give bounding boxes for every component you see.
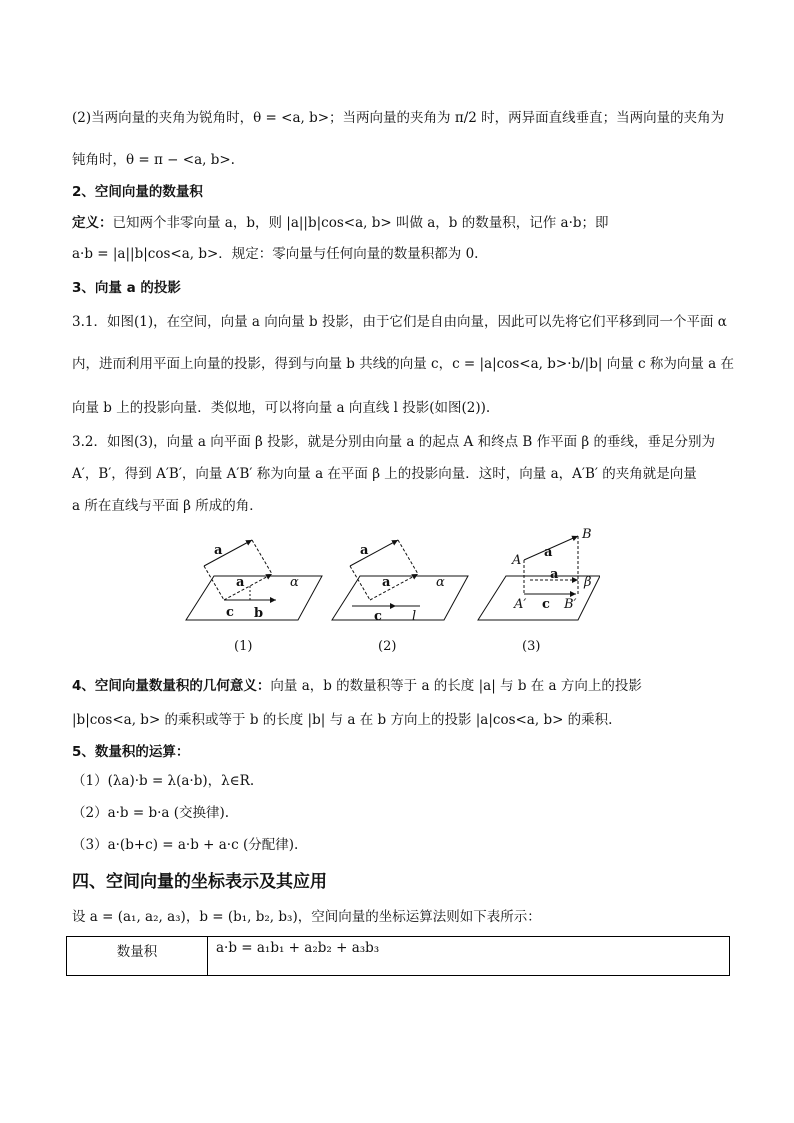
caption-fig1: (1) (234, 639, 253, 654)
geometric-meaning-label: 4、空间向量数量积的几何意义： (72, 678, 271, 694)
operation-3: （3）a·(b+c) = a·b + a·c (分配律). (72, 837, 299, 853)
text-line-angle-2: 钝角时，θ = π − <a, b>. (72, 152, 235, 168)
label-a2-fig3: a (550, 567, 559, 582)
definition-line-1 (72, 211, 734, 231)
vector-a-plane-fig1 (224, 574, 272, 600)
definition-line-2: a·b = |a||b|cos<a, b>．规定：零向量与任何向量的数量积都为 0. (72, 246, 479, 262)
section-heading-coordinates: 四、空间向量的坐标表示及其应用 (72, 872, 327, 892)
heading-projection: 3、向量 a 的投影 (72, 280, 181, 296)
projection-figures (180, 528, 600, 660)
para-3-2-line-2: A′，B′，得到 A′B′，向量 A′B′ 称为向量 a 在平面 β 上的投影向量．这时，向量 a，A′B′ 的夹角就是向量 (72, 466, 697, 482)
label-alpha-fig1: α (290, 575, 299, 590)
geometric-meaning-text-1: 向量 a，b 的数量积等于 a 的长度 |a| 与 b 在 a 方向上的投影 (270, 678, 642, 694)
para-3-2-line-3: a 所在直线与平面 β 所成的角． (72, 498, 263, 514)
operation-2: （2）a·b = b·a (交换律). (72, 805, 230, 821)
plane-alpha-fig2 (332, 576, 468, 620)
coordinate-intro: 设 a = (a₁, a₂, a₃)，b = (b₁, b₂, b₃)，空间向量的坐标运算法则如下表所示： (72, 909, 541, 925)
para-3-1-line-2: 内，进而利用平面上向量的投影，得到与向量 b 共线的向量 c，c = |a|cos<a, b>·b/|b| 向量 c 称为向量 a 在 (72, 356, 734, 372)
vector-a-plane-fig2 (370, 574, 418, 600)
geometric-meaning-line-2: |b|cos<a, b> 的乘积或等于 b 的长度 |b| 与 a 在 b 方向上的投影 |a|cos<a, b> 的乘积. (72, 712, 613, 728)
label-B1-fig3: B′ (564, 597, 577, 612)
operation-1: （1）(λa)·b = λ(a·b)，λ∈R. (72, 773, 255, 789)
definition-text-1: 已知两个非零向量 a，b，则 |a||b|cos<a, b> 叫做 a，b 的数量积，记作 a·b；即 (112, 215, 609, 231)
plane-beta-fig3 (478, 576, 600, 620)
para-3-2-line-1: 3.2．如图(3)，向量 a 向平面 β 投影，就是分别由向量 a 的起点 A 和终点 B 作平面 β 的垂线，垂足分别为 (72, 434, 715, 450)
table-cell-name: 数量积 (67, 937, 208, 976)
table-row (67, 937, 730, 976)
label-beta-fig3: β (584, 575, 592, 590)
label-alpha-fig2: α (436, 575, 445, 590)
label-b-fig1: b (254, 606, 264, 621)
label-c-fig3: c (542, 597, 550, 612)
para-3-1-line-3: 向量 b 上的投影向量．类似地，可以将向量 a 向直线 l 投影(如图(2)). (72, 400, 491, 416)
label-a-fig3: a (544, 545, 553, 560)
geometric-meaning-line-1 (72, 674, 734, 694)
label-a2-fig2: a (382, 575, 391, 590)
caption-fig3: (3) (522, 639, 541, 654)
text-line-angle-1: (2)当两向量的夹角为锐角时，θ = <a, b>；当两向量的夹角为 π/2 时，两异面直线垂直；当两向量的夹角为 (72, 110, 725, 126)
caption-fig2: (2) (378, 639, 397, 654)
table-cell-formula: a·b = a₁b₁ + a₂b₂ + a₃b₃ (208, 937, 730, 976)
label-l-fig2: l (412, 609, 417, 624)
label-B-fig3: B (582, 528, 592, 542)
label-c-fig1: c (226, 605, 234, 620)
vector-a-top-fig1 (204, 540, 252, 566)
definition-label: 定义： (72, 215, 113, 231)
coordinate-rules-table (66, 936, 730, 976)
label-a-fig1: a (214, 543, 223, 558)
label-a2-fig1: a (236, 575, 245, 590)
vector-a-top-fig2 (350, 540, 398, 566)
label-A-fig3: A (512, 553, 522, 568)
label-a-fig2: a (360, 543, 369, 558)
heading-operations: 5、数量积的运算： (72, 744, 190, 760)
label-c-fig2: c (374, 609, 382, 624)
para-3-1-line-1: 3.1．如图(1)，在空间，向量 a 向向量 b 投影，由于它们是自由向量，因此可以先将它们平移到同一个平面 α (72, 314, 727, 330)
label-A1-fig3: A′ (514, 597, 527, 612)
heading-dot-product: 2、空间向量的数量积 (72, 184, 203, 200)
